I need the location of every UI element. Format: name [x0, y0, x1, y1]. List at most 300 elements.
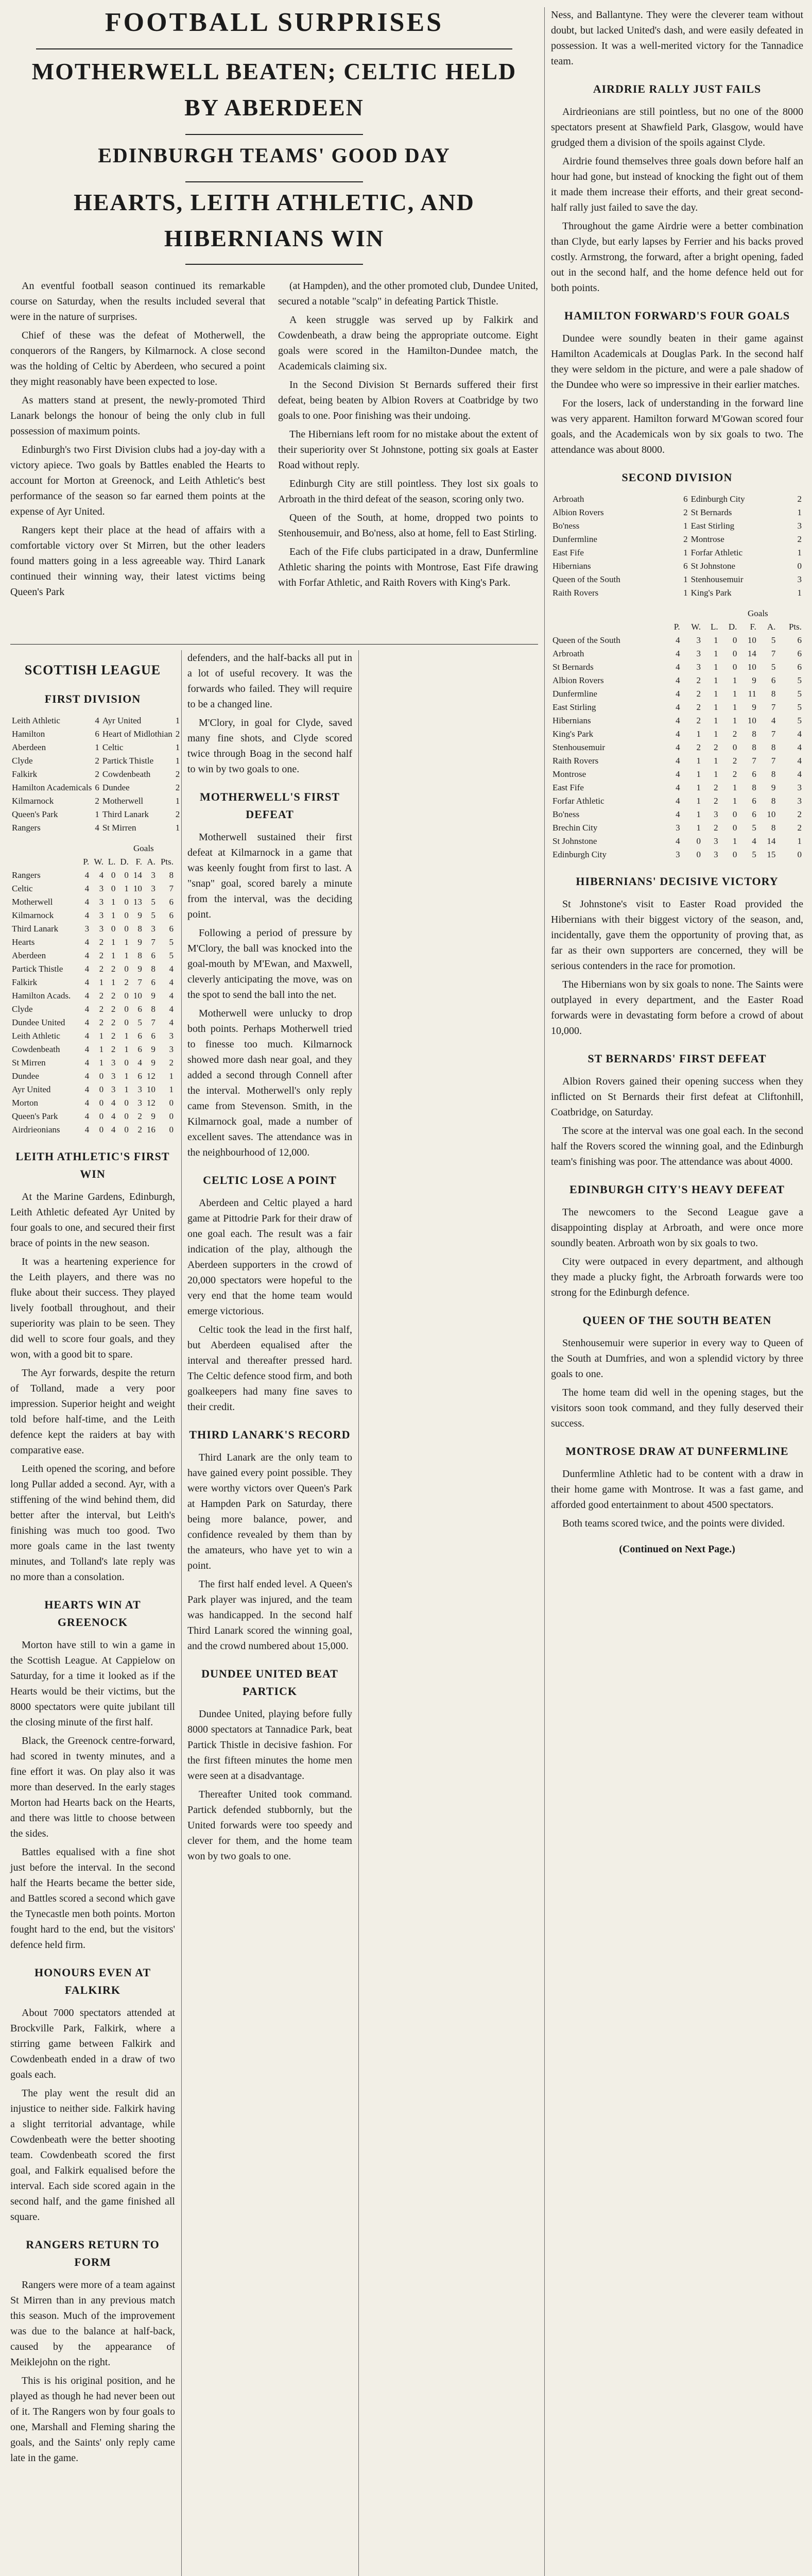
title-rule [36, 48, 512, 49]
stat-cell: 4 [84, 1071, 90, 1081]
away-score: 1 [175, 716, 180, 725]
stat-cell: 8 [137, 924, 142, 934]
stat-cell: 2 [111, 1031, 116, 1041]
stat-cell: 1 [732, 716, 737, 725]
stat-cell: 4 [676, 635, 680, 645]
away-score: 3 [797, 521, 802, 531]
continued-note: (Continued on Next Page.) [619, 1544, 735, 1555]
stat-cell: 2 [99, 1004, 104, 1014]
stat-cell: 6 [169, 910, 174, 920]
stat-cell: 2 [732, 756, 737, 766]
stat-cell: 1 [714, 689, 718, 699]
intro-paragraph: A keen struggle was served up by Falkirk and Cowdenbeath, a draw being the appropriate outcome. Eight goals were scored in the Hamilton-Dundee match, the Academicals claiming six. [278, 314, 538, 372]
home-score: 6 [95, 783, 99, 792]
stat-cell: 3 [137, 1084, 142, 1094]
team-name: Leith Athletic [12, 1031, 60, 1041]
team-name: Rangers [12, 870, 41, 880]
home-score: 4 [95, 823, 99, 833]
home-score: 6 [95, 729, 99, 739]
stat-cell: 1 [99, 1058, 104, 1067]
stat-cell: 1 [696, 809, 701, 819]
team-name: Arbroath [552, 649, 584, 658]
home-team: Hibernians [552, 561, 591, 571]
home-score: 2 [683, 534, 688, 544]
result-row [10, 794, 181, 808]
stat-cell: 8 [771, 796, 776, 806]
stat-cell: 10 [747, 716, 756, 725]
stbernards-title: ST BERNARDS' FIRST DEFEAT [588, 1052, 767, 1065]
stat-cell: 5 [771, 635, 776, 645]
table-row [551, 714, 803, 727]
table-row [551, 781, 803, 794]
stat-cell: 0 [99, 1084, 104, 1094]
dundee-paragraph: Dundee United, playing before fully 8000 spectators at Tannadice Park, beat Partick Thistle in decisive fashion. For the first fifteen minutes the home men were seen at a disadvantage. [187, 1708, 352, 1782]
rangers-title: RANGERS RETURN TO FORM [26, 2238, 160, 2268]
montrose-paragraph: Both teams scored twice, and the points were divided. [562, 1518, 785, 1529]
home-team: Albion Rovers [552, 507, 604, 517]
second-results-table [551, 493, 803, 600]
table-row [551, 647, 803, 660]
table-row [10, 909, 175, 922]
stat-cell: 2 [696, 702, 701, 712]
stat-cell: 0 [99, 1098, 104, 1108]
stat-cell: 13 [133, 897, 142, 907]
stat-cell: 4 [84, 1044, 90, 1054]
column-3 [551, 7, 803, 1557]
headline-5: HIBERNIANS WIN [164, 225, 385, 251]
stat-cell: 2 [696, 742, 701, 752]
stat-cell: 0 [732, 662, 737, 672]
stat-cell: 7 [169, 884, 174, 893]
home-score: 6 [683, 494, 688, 504]
stat-cell: 1 [714, 702, 718, 712]
stat-cell: 6 [151, 951, 156, 960]
table-row [551, 848, 803, 861]
stat-cell: 4 [84, 977, 90, 987]
home-team: Kilmarnock [12, 796, 54, 806]
result-row [10, 781, 181, 794]
table-row [10, 949, 175, 962]
table-row [551, 687, 803, 701]
away-team: Cowdenbeath [102, 769, 151, 779]
stat-cell: 1 [111, 910, 116, 920]
stat-cell: 3 [714, 850, 718, 859]
stat-cell: 2 [696, 675, 701, 685]
away-score: 3 [797, 574, 802, 584]
celtic-paragraph: Celtic took the lead in the first half, but Aberdeen equalised after the interval and thereafter pressed hard. The Celtic defence stood firm, and both goalkeepers had many fine saves to their credit. [187, 1324, 352, 1413]
away-team: Heart of Midlothian [102, 729, 172, 739]
stat-cell: 0 [124, 1018, 129, 1027]
table-row [10, 1110, 175, 1123]
team-name: Clyde [12, 1004, 33, 1014]
rangers-paragraph: Rangers were more of a team against St Mirren than in any previous match this season. Much of the improvement was due to the balance at half-back, caused by the appearance of Meiklejohn on the right. [10, 2279, 175, 2368]
stat-cell: 8 [752, 729, 756, 739]
result-row [10, 741, 181, 754]
result-row [10, 768, 181, 781]
stat-cell: 4 [84, 937, 90, 947]
intro-column-right [278, 278, 538, 594]
stat-cell: 0 [99, 1071, 104, 1081]
team-name: Motherwell [12, 897, 53, 907]
stat-cell: 0 [169, 1098, 174, 1108]
table-row [10, 989, 175, 1003]
stat-cell: 1 [124, 1071, 129, 1081]
stat-cell: 7 [137, 977, 142, 987]
stat-cell: 3 [676, 823, 680, 833]
stat-cell: 1 [696, 823, 701, 833]
stat-cell: 1 [714, 649, 718, 658]
column-divider [358, 650, 359, 2576]
col3-paragraph: Ness, and Ballantyne. They were the cleverer team without doubt, but lacked United's dash, and were easily defeated in possession. It was a well-merited victory for the Tannadice team. [551, 9, 803, 67]
stat-cell: 1 [124, 1031, 129, 1041]
stat-cell: 2 [714, 823, 718, 833]
home-team: Hamilton [12, 729, 45, 739]
intro-paragraph: In the Second Division St Bernards suffered their first defeat, being beaten by Albion Rovers at Coatbridge by two goals to one. Poor finishing was their undoing. [278, 379, 538, 421]
stat-cell: 4 [676, 662, 680, 672]
table-row [10, 1123, 175, 1137]
stat-cell: 3 [99, 910, 104, 920]
stat-cell: 4 [169, 1004, 174, 1014]
stat-cell: 1 [732, 796, 737, 806]
stat-cell: 0 [124, 924, 129, 934]
stat-cell: 6 [137, 1031, 142, 1041]
stat-cell: 0 [696, 850, 701, 859]
result-row [551, 493, 803, 506]
hearts-paragraph: Battles equalised with a fine shot just before the interval. In the second half the Hearts became the better side, and Battles scored a second which gave the Tynecastle men both points. Morton fought hard to the end, but the visitors' defence held firm. [10, 1846, 175, 1951]
stat-cell: 4 [797, 756, 802, 766]
home-score: 1 [95, 809, 99, 819]
stat-cell: 2 [137, 1125, 142, 1134]
stat-cell: 3 [169, 1031, 174, 1041]
stat-cell: 1 [124, 1084, 129, 1094]
stat-cell: 4 [676, 729, 680, 739]
rangers-paragraph: This is his original position, and he played as though he had never been out of it. The Rangers won by four goals to one, Marshall and Fleming sharing the goals, and the Saints' only reply came late in the game. [10, 2375, 175, 2464]
team-name: Dundee United [12, 1018, 65, 1027]
stat-cell: 6 [151, 977, 156, 987]
airdrie-title: AIRDRIE RALLY JUST FAILS [593, 82, 762, 95]
headline-rule-1 [185, 134, 363, 135]
second-division-title: SECOND DIVISION [621, 471, 733, 484]
stat-cell: 0 [169, 1125, 174, 1134]
table-row [10, 869, 175, 882]
second-standings-table [551, 607, 803, 861]
leith-paragraph: It was a heartening experience for the Leith players, and there was no fluke about their success. They played lively football throughout, and their superiority was plain to be seen. They did well to score four goals, and they won, with a good bit to spare. [10, 1256, 175, 1360]
table-row [551, 794, 803, 808]
stat-cell: 2 [111, 1018, 116, 1027]
column-header: A. [767, 622, 776, 632]
stat-cell: 1 [696, 729, 701, 739]
column-header: D. [120, 857, 129, 867]
stat-cell: 10 [133, 991, 142, 1001]
stat-cell: 7 [151, 937, 156, 947]
dundee-paragraph: Thereafter United took command. Partick defended stubbornly, but the United forwards were too speedy and clever for them, and the home team won by two goals to one. [187, 1789, 352, 1862]
stat-cell: 3 [99, 924, 104, 934]
stat-cell: 5 [797, 702, 802, 712]
table-row [551, 727, 803, 741]
team-name: Hibernians [552, 716, 591, 725]
table-row [10, 1083, 175, 1096]
stat-cell: 12 [146, 1098, 156, 1108]
montrose-paragraph: Dunfermline Athletic had to be content with a draw in their home game with Montrose. It was a fast game, and afforded good entertainment to about 4500 spectators. [551, 1468, 803, 1511]
stat-cell: 5 [752, 823, 756, 833]
home-score: 6 [683, 561, 688, 571]
stat-cell: 4 [84, 1111, 90, 1121]
stat-cell: 4 [797, 769, 802, 779]
result-row [10, 714, 181, 727]
column-header: L. [108, 857, 116, 867]
team-name: East Stirling [552, 702, 596, 712]
stat-cell: 4 [84, 1084, 90, 1094]
col2-paragraph: M'Clory, in goal for Clyde, saved many fine shots, and Clyde scored twice through Boag in the second half to win by two goals to one. [187, 717, 352, 775]
stat-cell: 0 [732, 742, 737, 752]
away-score: 2 [175, 809, 180, 819]
lanark-title: THIRD LANARK'S RECORD [189, 1428, 351, 1441]
stat-cell: 4 [676, 689, 680, 699]
result-row [10, 821, 181, 835]
stat-cell: 5 [771, 662, 776, 672]
stat-cell: 2 [797, 823, 802, 833]
stat-cell: 1 [714, 662, 718, 672]
home-team: Leith Athletic [12, 716, 60, 725]
away-score: 1 [797, 548, 802, 557]
home-score: 4 [95, 716, 99, 725]
stat-cell: 4 [676, 649, 680, 658]
stat-cell: 1 [732, 783, 737, 792]
intro-paragraph: The Hibernians left room for no mistake about the extent of their superiority over St Johnstone, potting six goals at Easter Road without reply. [278, 429, 538, 471]
stat-cell: 6 [797, 662, 802, 672]
stat-cell: 1 [714, 756, 718, 766]
team-name: Dunfermline [552, 689, 597, 699]
league-title: SCOTTISH LEAGUE [24, 663, 161, 677]
away-team: Ayr United [102, 716, 142, 725]
stat-cell: 0 [797, 850, 802, 859]
queen-paragraph: Stenhousemuir were superior in every way to Queen of the South at Dumfries, and won a splendid victory by three goals to one. [551, 1337, 803, 1380]
leith-title: LEITH ATHLETIC'S FIRST WIN [15, 1150, 170, 1180]
team-name: Queen's Park [12, 1111, 58, 1121]
stat-cell: 0 [732, 649, 737, 658]
stat-cell: 3 [714, 809, 718, 819]
falkirk-paragraph: The play went the result did an injustice to neither side. Falkirk having a slight territorial advantage, while Cowdenbeath were the better shooting team. Cowdenbeath scored the first goal, and Falkirk equalised before the interval. Each side scored again in the second half, and the game finished all square. [10, 2088, 175, 2223]
stat-cell: 4 [84, 1098, 90, 1108]
stat-cell: 4 [111, 1125, 116, 1134]
stat-cell: 0 [124, 910, 129, 920]
intro-paragraph: Edinburgh City are still pointless. They lost six goals to Arbroath in the third defeat of the season, scoring only two. [278, 478, 538, 505]
stat-cell: 9 [137, 964, 142, 974]
away-team: Third Lanark [102, 809, 149, 819]
stat-cell: 2 [732, 729, 737, 739]
result-row [551, 573, 803, 586]
home-team: Queen of the South [552, 574, 620, 584]
col2-paragraph: defenders, and the half-backs all put in a lot of useful recovery. It was the forwards who failed. They will require to be a changed line. [187, 652, 352, 710]
stat-cell: 8 [752, 742, 756, 752]
stat-cell: 6 [169, 897, 174, 907]
stat-cell: 0 [124, 991, 129, 1001]
home-score: 2 [95, 769, 99, 779]
result-row [551, 519, 803, 533]
stat-cell: 3 [696, 635, 701, 645]
stat-cell: 6 [752, 769, 756, 779]
team-name: East Fife [552, 783, 584, 792]
home-score: 2 [683, 507, 688, 517]
table-row [10, 1070, 175, 1083]
city-title: EDINBURGH CITY'S HEAVY DEFEAT [569, 1183, 785, 1196]
stat-cell: 4 [84, 991, 90, 1001]
goals-label: Goals [748, 608, 768, 618]
stat-cell: 4 [676, 769, 680, 779]
city-paragraph: City were outpaced in every department, and although they made a plucky fight, the Arbroath forwards were too strong for the Edinburgh defence. [551, 1256, 803, 1298]
intro-paragraph: Rangers kept their place at the head of affairs with a comfortable victory over St Mirren, but the other leaders found matters going in a less agreeable way. Third Lanark continued their winning way, their latest victims being Queen's Park [10, 524, 265, 598]
stat-cell: 5 [797, 675, 802, 685]
stat-cell: 4 [771, 716, 776, 725]
result-row [551, 533, 803, 546]
stat-cell: 6 [137, 1044, 142, 1054]
stat-cell: 6 [137, 1004, 142, 1014]
motherwell-paragraph: Motherwell were unlucky to drop both points. Perhaps Motherwell tried to finesse too much. Kilmarnock showed more dash near goal, and they added a second through Connell after the interval. Motherwell's only reply came from Stevenson. Smith, in the Kilmarnock goal, made a number of excellent saves. The attendance was in the neighbourhood of 12,000. [187, 1008, 352, 1158]
table-row [551, 634, 803, 647]
team-name: Brechin City [552, 823, 598, 833]
stat-cell: 9 [151, 1111, 156, 1121]
falkirk-title: HONOURS EVEN AT FALKIRK [34, 1966, 151, 1996]
result-row [10, 808, 181, 821]
table-row [551, 701, 803, 714]
stat-cell: 7 [151, 1018, 156, 1027]
stat-cell: 0 [111, 924, 116, 934]
home-team: Bo'ness [552, 521, 580, 531]
column-divider [544, 7, 545, 2576]
team-name: Hamilton Acads. [12, 991, 71, 1001]
falkirk-paragraph: About 7000 spectators attended at Brockville Park, Falkirk, where a stirring game between Falkirk and Cowdenbeath ended in a draw of two goals each. [10, 2007, 175, 2080]
stat-cell: 4 [84, 1018, 90, 1027]
column-divider [181, 650, 182, 2576]
column-1 [10, 650, 180, 2469]
stat-cell: 7 [771, 729, 776, 739]
home-score: 1 [95, 742, 99, 752]
stat-cell: 0 [99, 1125, 104, 1134]
headline-3: EDINBURGH TEAMS' GOOD DAY [98, 144, 451, 167]
stat-cell: 6 [752, 796, 756, 806]
stat-cell: 8 [151, 1004, 156, 1014]
stat-cell: 3 [99, 884, 104, 893]
away-score: 0 [797, 561, 802, 571]
stat-cell: 7 [771, 702, 776, 712]
stat-cell: 1 [696, 796, 701, 806]
away-score: 1 [175, 756, 180, 766]
stat-cell: 2 [169, 1058, 174, 1067]
away-team: Celtic [102, 742, 124, 752]
stat-cell: 3 [151, 884, 156, 893]
stat-cell: 2 [696, 689, 701, 699]
column-2 [187, 650, 352, 1867]
stat-cell: 4 [169, 977, 174, 987]
table-row [10, 1016, 175, 1029]
stat-cell: 8 [771, 689, 776, 699]
motherwell-paragraph: Following a period of pressure by M'Clory, the ball was knocked into the goal-mouth by M'Ewan, and Maxwell, cleverly anticipating the move, was on the spot to send the ball into the net. [187, 927, 352, 1001]
stat-cell: 9 [137, 910, 142, 920]
team-name: Falkirk [12, 977, 38, 987]
team-name: Queen of the South [552, 635, 620, 645]
stat-cell: 3 [111, 1071, 116, 1081]
result-row [551, 560, 803, 573]
team-name: Kilmarnock [12, 910, 54, 920]
hearts-paragraph: Black, the Greenock centre-forward, had scored in twenty minutes, and a fine effort it was. On play also it was more than deserved. In the early stages Morton had Hearts back on the Hearts, and there was little to choose between the sides. [10, 1735, 175, 1839]
stat-cell: 2 [124, 977, 129, 987]
stat-cell: 4 [84, 1031, 90, 1041]
table-row [551, 808, 803, 821]
stat-cell: 0 [124, 870, 129, 880]
home-score: 1 [683, 548, 688, 557]
leith-paragraph: At the Marine Gardens, Edinburgh, Leith Athletic defeated Ayr United by four goals to one, and secured their first brace of points in the new season. [10, 1191, 175, 1249]
table-row [10, 922, 175, 936]
stat-cell: 4 [111, 1098, 116, 1108]
intro-paragraph: (at Hampden), and the other promoted club, Dundee United, secured a notable "scalp" in defeating Partick Thistle. [278, 280, 538, 307]
away-team: Edinburgh City [690, 494, 745, 504]
stat-cell: 8 [771, 769, 776, 779]
page-title: FOOTBALL SURPRISES [105, 8, 444, 37]
team-name: Bo'ness [552, 809, 580, 819]
stat-cell: 2 [714, 783, 718, 792]
home-team: East Fife [552, 548, 584, 557]
stat-cell: 0 [732, 850, 737, 859]
intro-paragraph: Each of the Fife clubs participated in a draw, Dunfermline Athletic sharing the points with Montrose, East Fife drawing with Forfar Athletic, and Raith Rovers with King's Park. [278, 546, 538, 588]
stat-cell: 4 [84, 1004, 90, 1014]
stat-cell: 9 [151, 1044, 156, 1054]
stat-cell: 8 [752, 783, 756, 792]
stat-cell: 1 [99, 1031, 104, 1041]
away-score: 1 [175, 796, 180, 806]
column-header: F. [750, 622, 756, 632]
stat-cell: 0 [124, 964, 129, 974]
hamilton-paragraph: For the losers, lack of understanding in the forward line was very apparent. Hamilton forward M'Gowan scored four goals, and the Academicals won by six goals to two. The attendance was about 8000. [551, 398, 803, 455]
stat-cell: 7 [752, 756, 756, 766]
stat-cell: 4 [84, 1058, 90, 1067]
away-team: Partick Thistle [102, 756, 154, 766]
stat-cell: 1 [169, 1084, 174, 1094]
stat-cell: 0 [696, 836, 701, 846]
team-name: Montrose [552, 769, 586, 779]
intro-column-left [10, 278, 265, 603]
away-team: King's Park [690, 588, 732, 598]
stat-cell: 1 [99, 977, 104, 987]
stat-cell: 8 [771, 823, 776, 833]
stat-cell: 4 [137, 1058, 142, 1067]
away-team: St Mirren [102, 823, 136, 833]
table-row [551, 674, 803, 687]
team-name: St Johnstone [552, 836, 597, 846]
team-name: Hearts [12, 937, 35, 947]
airdrie-paragraph: Throughout the game Airdrie were a better combination than Clyde, but early lapses by Ferrier and his backs proved costly. Armstrong, the forward, after a bright opening, faded out in the second half, and the home defence held out for both points. [551, 221, 803, 294]
stat-cell: 1 [714, 716, 718, 725]
airdrie-paragraph: Airdrie found themselves three goals down before half an hour had gone, but instead of knocking the fight out of them it made them increase their efforts, and their great second-half rally just failed to save the day. [551, 156, 803, 213]
away-team: Motherwell [102, 796, 144, 806]
lanark-paragraph: The first half ended level. A Queen's Park player was injured, and the team was handicapped. In the second half Third Lanark scored the winning goal, and the crowd numbered about 15,000. [187, 1579, 352, 1652]
home-team: Arbroath [552, 494, 584, 504]
intro-paragraph: Edinburgh's two First Division clubs had a joy-day with a victory apiece. Two goals by Battles enabled the Hearts to account for Morton at Greenock, and Leith Athletic's best performance of the season so far earned them points at the expense of Ayr United. [10, 444, 265, 517]
stat-cell: 1 [732, 836, 737, 846]
motherwell-paragraph: Motherwell sustained their first defeat at Kilmarnock in a game that was keenly fought from first to last. A "snap" goal, scored barely a minute from the interval, was the deciding point. [187, 832, 352, 920]
stat-cell: 3 [151, 924, 156, 934]
stat-cell: 1 [696, 769, 701, 779]
headline-2: BY ABERDEEN [184, 94, 364, 121]
stat-cell: 14 [133, 870, 142, 880]
column-header: P. [83, 857, 90, 867]
table-row [551, 741, 803, 754]
column-header: Pts. [788, 622, 802, 632]
stat-cell: 4 [676, 675, 680, 685]
stat-cell: 14 [767, 836, 776, 846]
stat-cell: 2 [111, 964, 116, 974]
stat-cell: 6 [797, 649, 802, 658]
intro-paragraph: As matters stand at present, the newly-promoted Third Lanark belongs the honour of being the only club in full possession of maximum points. [10, 395, 265, 437]
